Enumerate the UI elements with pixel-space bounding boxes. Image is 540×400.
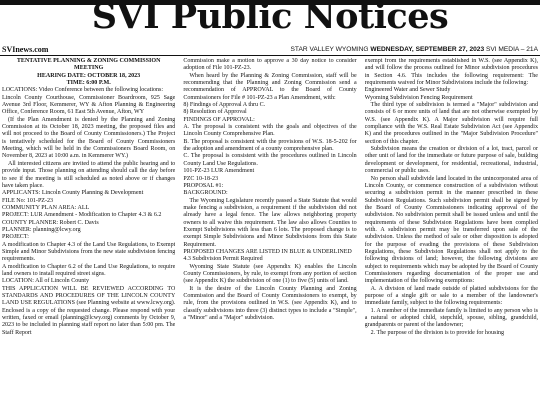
paragraph: PROJECT: LUR Amendment - Modification to Chapter 4.3 & 6.2 bbox=[2, 212, 162, 219]
paragraph: exempt from the requirements established in W.S. (see Appendix K), and will follow the process outlined for Minor subdivision procedures in Section 4.6. This includes the following requirement: The requirements waived for Minor Subdivisions include the following: bbox=[364, 58, 538, 87]
dateline bbox=[291, 44, 538, 55]
column-3 bbox=[365, 58, 538, 400]
paragraph: FINDINGS OF APPROVAL: bbox=[183, 116, 255, 123]
paragraph: FILE No: 101-PZ-23 bbox=[2, 197, 54, 204]
page-title: SVI Public Notices bbox=[91, 0, 449, 37]
paragraph: Subdivision means the creation or division of a lot, tract, parcel or other unit of land for the immediate or future purpose of sale, building development or development, for residential, recreational, industrial, commercial or public uses. bbox=[364, 146, 538, 175]
paragraph: All interested citizens are invited to attend the public hearing and to provide input. Those planning on attending should call the day before to see if the meeting is still scheduled as noted above or if changes have taken place. bbox=[2, 160, 176, 189]
paragraph: Engineered Water and Sewer Study bbox=[364, 87, 451, 94]
paragraph: 2. The purpose of the division is to provide for housing bbox=[370, 329, 505, 336]
paragraph: PLANNER: planning@lcwy.org bbox=[2, 226, 81, 233]
paragraph: PZC 10-18-23 bbox=[183, 175, 219, 182]
paragraph: 4.3 Subdivision Permit Required bbox=[183, 256, 263, 263]
dateline-suffix: SVI MEDIA – 21A bbox=[484, 46, 538, 53]
paragraph: The third type of subdivision is termed a "Major" subdivision and consists of 6 or more units of land that are not otherwise exempted by W.S. (see Appendix K). A Major subdivision will require full compliance with the W.S. Real Estate Subdivision Act (see Appendix K) and the procedures outlined in the "Major Subdivision Procedure" section of this chapter. bbox=[364, 102, 538, 145]
paragraph: BACKGROUND: bbox=[183, 190, 228, 197]
paragraph: When heard by the Planning & Zoning Commission, staff will be recommending that the Planning and Zoning Commission send a recommendation of APPROVAL to the Board of County Commissioners for File # 101-PZ-23 a Plan Amendment, with: bbox=[183, 72, 357, 101]
hearing-date: HEARING DATE: OCTOBER 18, 2023 bbox=[37, 72, 141, 79]
paragraph: APPLICANTS: Lincoln County Planning & Development bbox=[2, 190, 144, 197]
paragraph: PROJECT: bbox=[2, 234, 29, 241]
paragraph: THIS APPLICATION WILL BE REVIEWED ACCORDING TO STANDARDS AND PROCEDURES OF THE LINCOLN COUNTY LAND USE REGULATIONS (see Planning website at www.lcwy.org). Enclosed is a copy of the requested change. Please respond with your written, faxed or email (planning@lcwy.org) comments by October 9, 2023 to be included in planning staff report no later than 5:00 pm. The Staff Report bbox=[2, 285, 176, 336]
paragraph: 8) Findings of Approval A thru C. bbox=[183, 102, 266, 109]
hearing-time: TIME: 6:00 P.M. bbox=[66, 80, 111, 87]
paragraph: B. The proposal is consistent with the provisions of W.S. 18-5-202 for the adoption and amendment of a county comprehensive plan. bbox=[183, 138, 357, 153]
paragraph: COMMUNITY PLAN AREA: ALL bbox=[2, 204, 90, 211]
notice-heading: TENTATIVE PLANNING & ZONING COMMISSION MEETING bbox=[16, 58, 161, 72]
info-bar bbox=[0, 44, 540, 56]
paragraph: Lincoln County Courthouse, Commissioner Boardroom, 925 Sage Avenue 3rd Floor, Kemmerer, WY & Afton Planning & Engineering Office, Conference Room, 61 East 5th Avenue, Afton, WY bbox=[2, 94, 176, 116]
dateline-prefix: STAR VALLEY WYOMING bbox=[290, 46, 371, 53]
paragraph: Wyoming State Statute (see Appendix K) enables the Lincoln County Commissioners, by rule, to exempt from any portion of section (see Appendix K) the subdivision of one (1) to five (5) units of land. bbox=[183, 263, 357, 285]
paragraph: 8) Resolution of Approval bbox=[183, 109, 247, 116]
paragraph: PROPOSED CHANGES ARE LISTED IN BLUE & UNDERLINED bbox=[183, 248, 352, 255]
paragraph: It is the desire of the Lincoln County Planning and Zoning Commission and the Board of County Commissioners to exempt, by rule, from the provisions outlined in W.S. (see Appendix K), and to classify subdivisions into three (3) distinct types to include a "Simple", a "Minor" and a "Major" subdivision. bbox=[183, 285, 357, 322]
notice-columns bbox=[0, 58, 540, 400]
paragraph: Commission make a motion to approve a 30 day notice to consider adoption of File 101-PZ-23. bbox=[183, 58, 357, 72]
paragraph: C. The proposal is consistent with the procedures outlined in Lincoln County Land Use Regulations. bbox=[183, 153, 357, 167]
paragraph: Wyoming Subdivision Fencing Requirement bbox=[364, 94, 473, 101]
paragraph: A modification to Chapter 4.3 of the Land Use Regulations, to Exempt Simple and Minor Subdivisions from the new state subdivision fencing requirements. bbox=[2, 241, 176, 263]
column-2 bbox=[183, 58, 356, 400]
paragraph: COUNTY PLANNER: Robert C. Davis bbox=[2, 219, 99, 226]
paragraph: A. The proposal is consistent with the goals and objectives of the Lincoln County Comprehensive Plan. bbox=[183, 124, 357, 138]
paragraph: A modification to Chapter 6.2 of the Land Use Regulations, to require land owners to install required street signs. bbox=[2, 263, 176, 277]
paragraph: A. A division of land made outside of platted subdivisions for the purpose of a single gift or sale to a member of the landowner's immediate family, subject to the following requirements: bbox=[364, 285, 538, 307]
paragraph: PROPOSAL #1: bbox=[183, 182, 224, 189]
dateline-date: WEDNESDAY, SEPTEMBER 27, 2023 bbox=[370, 46, 485, 53]
paragraph: 101-PZ-23 LUR Amendment bbox=[183, 168, 255, 175]
paragraph: No person shall subdivide land located in the unincorporated area of Lincoln County, or commence construction of a subdivision without securing a subdivision permit in the manner prescribed in these Subdivision Regulations. Such subdivision permit shall be signed by the Board of County Commissioners indicating approval of the subdivision. No subdivision permit shall be issued unless and until the requirements of these Subdivision Regulations have been complied with. A subdivision permit may be transferred upon sale of the subdivision. Unless the method of sale or other disposition is adopted for the purpose of evading the provisions of these Subdivision Regulations, these Subdivision Regulations shall not apply to the following divisions of land; however, the following divisions are subject to requirements which may be adopted by the Board of County Commissioners regarding documentation of the proper use and implementation of the following exemptions: bbox=[364, 175, 538, 285]
paragraph: The Wyoming Legislature recently passed a State Statute that would make fencing a subdivision, a requirement if the subdivision did not already have a legal fence. The law allows neighboring property owners to all waive this requirement. The law also allows Counties to Exempt Subdivisions with less than 6 lots. The proposed change is to exempt Simple Subdivisions and Minor Subdivisions from this State Requirement. bbox=[183, 197, 357, 248]
paragraph: LOCATIONS: Video Conference between the following locations: bbox=[2, 87, 164, 94]
column-1 bbox=[2, 58, 175, 400]
paragraph: (If the Plan Amendment is denied by the Planning and Zoning Commission at its October 18, 2023 meeting, the proposed files and will not proceed to the Board of County Commissioners.) The Project is tentatively scheduled for the Board of County Commissioners Meeting, which will be held in the Commissioners Board Room, on November 8, 2023 at 10:00 a.m. in Kemmerer WY.) bbox=[2, 116, 176, 160]
paragraph: 1. A member of the immediate family is limited to any person who is a natural or adopted child, stepchild, spouse, sibling, grandchild, grandparents or parent of the landowner; bbox=[364, 307, 538, 329]
masthead bbox=[0, 0, 540, 38]
site-link[interactable]: SVInews.com bbox=[2, 45, 49, 54]
paragraph: LOCATION: All of Lincoln County bbox=[2, 278, 90, 285]
